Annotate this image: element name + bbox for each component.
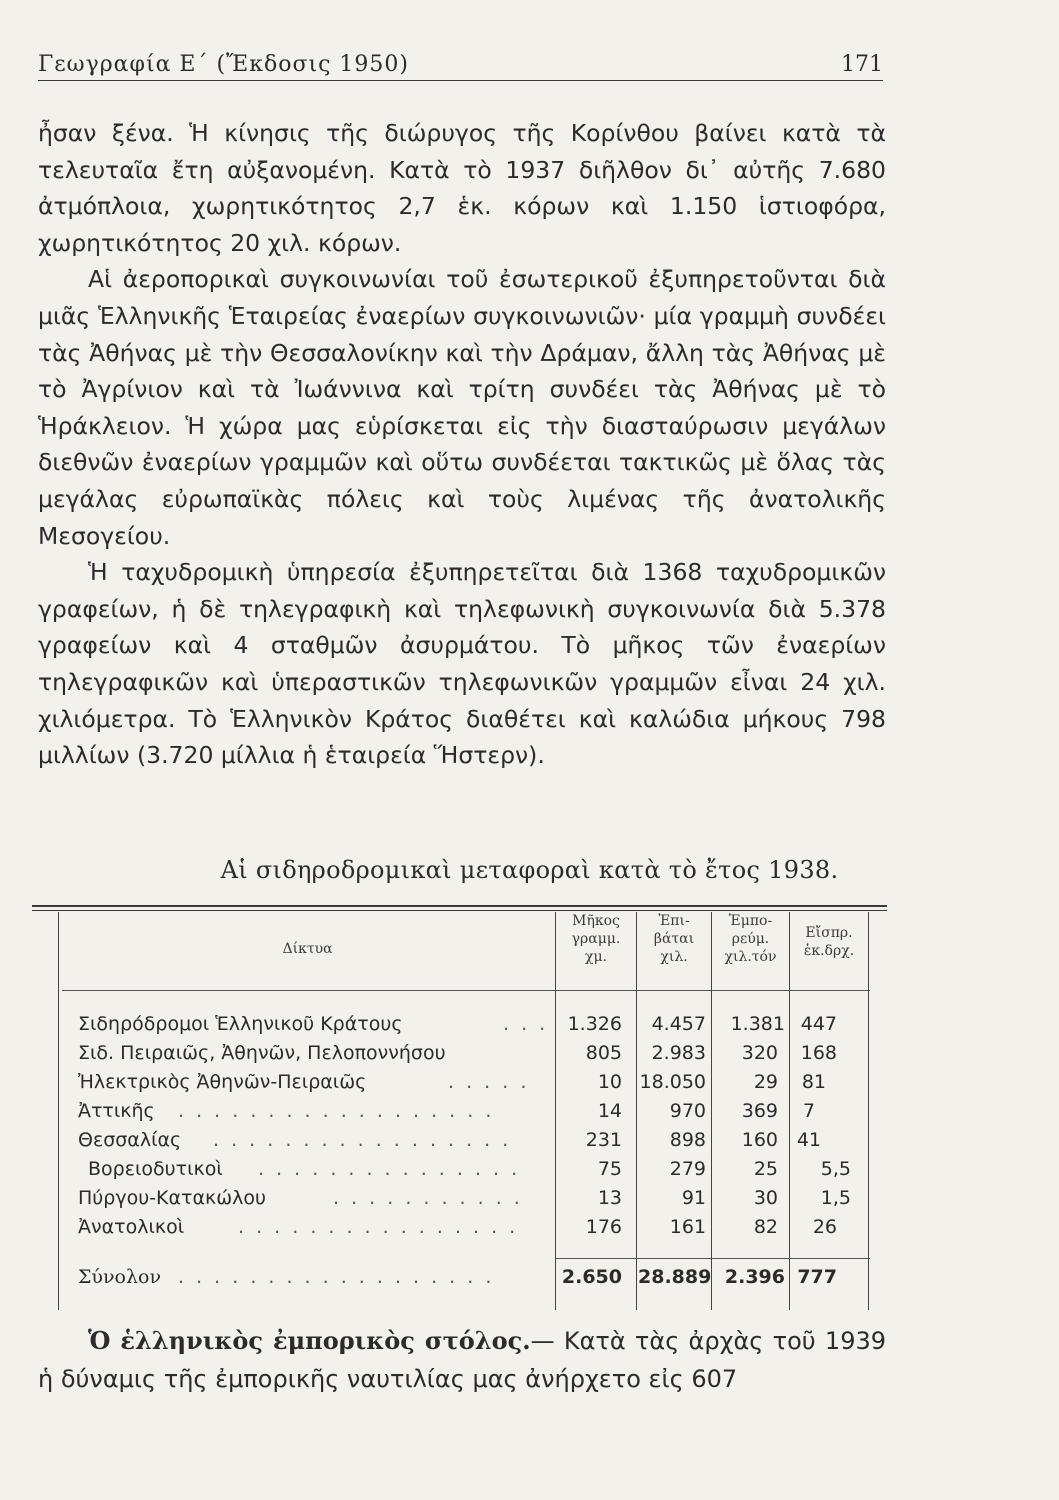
- row-name: Ἀττικῆς: [78, 1100, 155, 1122]
- cell-passengers: 4.457: [651, 1013, 706, 1035]
- paragraph: ἦσαν ξένα. Ἡ κίνησις τῆς διώρυγος τῆς Κορίνθου βαίνει κατὰ τὰ τελευταῖα ἔτη αὐξανομένη. Κατὰ τὸ 1937 διῆλθον δι᾽ αὐτῆς 7.680 ἀτμόπλοια, χωρητικότητος 2,7 ἑκ. κόρων καὶ 1.150 ἱστιοφόρα, χωρητικότητος 20 χιλ. κόρων.: [38, 119, 886, 257]
- cell-passengers: 91: [681, 1187, 706, 1209]
- cell-length: 10: [597, 1071, 622, 1093]
- table-row: [78, 1013, 878, 1043]
- cell-goods: 30: [753, 1187, 778, 1209]
- header-goods: Ἐμπο- ρεύμ. χιλ.τόν: [724, 913, 777, 965]
- cell-length: 805: [585, 1042, 622, 1064]
- cell-length: 13: [597, 1187, 622, 1209]
- table-left-border: [58, 912, 59, 1310]
- cell-revenue: 7: [802, 1100, 815, 1122]
- total-length: 2.650: [561, 1266, 622, 1288]
- leader-dots: . . . . . . . . . . . . . . . .: [238, 1216, 519, 1238]
- row-name: Σιδηρόδρομοι Ἑλληνικοῦ Κράτους: [78, 1013, 403, 1035]
- cell-revenue: 41: [796, 1129, 821, 1151]
- leader-dots: . . .: [503, 1013, 549, 1035]
- cell-revenue: 81: [801, 1071, 826, 1093]
- paragraph: Ἡ ταχυδρομικὴ ὑπηρεσία ἐξυπηρετεῖται διὰ 1368 ταχυδρομικῶν γραφείων, ἡ δὲ τηλεγραφικὴ καὶ τηλεφωνικὴ συγκοινωνία διὰ 5.378 γραφείων καὶ 4 σταθμῶν ἀσυρμάτου. Τὸ μῆκος τῶν ἐναερίων τηλεγραφικῶν καὶ ὑπεραστικῶν τηλεφωνικῶν γραμμῶν εἶναι 24 χιλ. χιλιόμετρα. Τὸ Ἑλληνικὸν Κράτος διαθέτει καὶ καλώδια μήκους 798 μιλλίων (3.720 μίλλια ἡ ἑταιρεία Ἥστερν).: [38, 558, 886, 770]
- table-top-rule: [32, 905, 887, 907]
- cell-revenue: 447: [800, 1013, 837, 1035]
- row-name: Θεσσαλίας: [78, 1129, 182, 1151]
- cell-length: 1.326: [567, 1013, 622, 1035]
- cell-length: 231: [585, 1129, 622, 1151]
- cell-goods: 320: [741, 1042, 778, 1064]
- table-row: [78, 1100, 878, 1130]
- cell-length: 14: [597, 1100, 622, 1122]
- cell-passengers: 898: [669, 1129, 706, 1151]
- cell-goods: 160: [741, 1129, 778, 1151]
- page-header: [38, 46, 883, 81]
- cell-goods: 369: [741, 1100, 778, 1122]
- row-name: Βορειοδυτικοὶ: [88, 1158, 223, 1180]
- cell-goods: 29: [753, 1071, 778, 1093]
- table-row: [78, 1042, 878, 1072]
- total-goods: 2.396: [724, 1266, 785, 1288]
- running-title: Γεωγραφία Ε΄ (Ἔκδοσις 1950): [38, 52, 410, 77]
- leader-dots: . . . . . . . . . . .: [333, 1187, 523, 1209]
- leader-dots: . . . . . . . . . . . . . . . . .: [213, 1129, 512, 1151]
- cell-goods: 82: [753, 1216, 778, 1238]
- cell-passengers: 18.050: [639, 1071, 706, 1093]
- footer-paragraph: [38, 1322, 886, 1398]
- cell-revenue: 1,5: [820, 1187, 851, 1209]
- cell-passengers: 2.983: [651, 1042, 706, 1064]
- leader-dots: . . . . . . . . . . . . . . . . . .: [178, 1100, 495, 1122]
- leader-dots: . . . . . . . . . . . . . . .: [258, 1158, 521, 1180]
- page-number: 171: [841, 52, 883, 77]
- table-total-row: [78, 1266, 878, 1296]
- cell-passengers: 970: [669, 1100, 706, 1122]
- footer-text: — Κατὰ τὰς ἀρχὰς τοῦ 1939 ἡ δύναμις τῆς ἐμπορικῆς ναυτιλίας μας ἀνήρχετο εἰς 607: [38, 1327, 887, 1393]
- row-name: Πύργου-Κατακώλου: [78, 1187, 266, 1209]
- header-rule: [62, 990, 870, 991]
- cell-passengers: 279: [669, 1158, 706, 1180]
- section-heading: Ὁ ἑλληνικὸς ἐμπορικὸς στόλος.: [88, 1326, 531, 1355]
- row-name: Σιδ. Πειραιῶς, Ἀθηνῶν, Πελοποννήσου: [78, 1042, 446, 1064]
- leader-dots: . . . . . . . . . . . . . . . . . .: [178, 1266, 495, 1288]
- paragraph: Αἱ ἀεροπορικαὶ συγκοινωνίαι τοῦ ἐσωτερικοῦ ἐξυπηρετοῦνται διὰ μιᾶς Ἑλληνικῆς Ἑταιρείας ἐναερίων συγκοινωνιῶν· μία γραμμὴ συνδέει τὰς Ἀθήνας μὲ τὴν Θεσσαλονίκην καὶ τὴν Δράμαν, ἄλλη τὰς Ἀθήνας μὲ τὸ Ἀγρίνιον καὶ τὰ Ἰωάννινα καὶ τρίτη συνδέει τὰς Ἀθήνας μὲ τὸ Ἡράκλειον. Ἡ χώρα μας εὑρίσκεται εἰς τὴν διασταύρωσιν μεγάλων διεθνῶν ἐναερίων γραμμῶν καὶ οὕτω συνδέεται τακτικῶς μὲ ὅλας τὰς μεγάλας εὐρωπαϊκὰς πόλεις καὶ τοὺς λιμένας τῆς ἀνατολικῆς Μεσογείου.: [38, 265, 886, 550]
- cell-length: 176: [585, 1216, 622, 1238]
- cell-passengers: 161: [669, 1216, 706, 1238]
- table-row: [78, 1187, 878, 1217]
- row-name: Ἀνατολικοὶ: [78, 1216, 185, 1238]
- table-top-rule: [32, 910, 887, 911]
- cell-goods: 25: [753, 1158, 778, 1180]
- cell-goods: 1.381: [730, 1013, 785, 1035]
- table-row: [78, 1158, 878, 1188]
- cell-revenue: 5,5: [820, 1158, 851, 1180]
- table-row: [78, 1071, 878, 1101]
- table-row: [78, 1216, 878, 1246]
- header-revenue: Εἴσπρ. ἑκ.δρχ.: [803, 925, 855, 959]
- total-passengers: 28.889: [638, 1266, 712, 1288]
- cell-revenue: 26: [812, 1216, 837, 1238]
- cell-length: 75: [597, 1158, 622, 1180]
- row-name: Ἠλεκτρικὸς Ἀθηνῶν-Πειραιῶς: [78, 1071, 367, 1093]
- header-length: Μῆκος γραμμ. χμ.: [571, 913, 621, 965]
- leader-dots: . . . . .: [448, 1071, 530, 1093]
- table-row: [78, 1129, 878, 1159]
- body-text: [38, 115, 886, 774]
- header-networks: Δίκτυα: [282, 941, 333, 957]
- total-revenue: 777: [797, 1266, 837, 1288]
- table-title: Αἱ σιδηροδρομικαὶ μεταφοραὶ κατὰ τὸ ἔτος 1938.: [220, 856, 839, 884]
- header-passengers: Ἐπι- βάται χιλ.: [653, 913, 695, 965]
- total-label: Σύνολον: [78, 1266, 162, 1288]
- total-rule: [555, 1258, 870, 1259]
- cell-revenue: 168: [800, 1042, 837, 1064]
